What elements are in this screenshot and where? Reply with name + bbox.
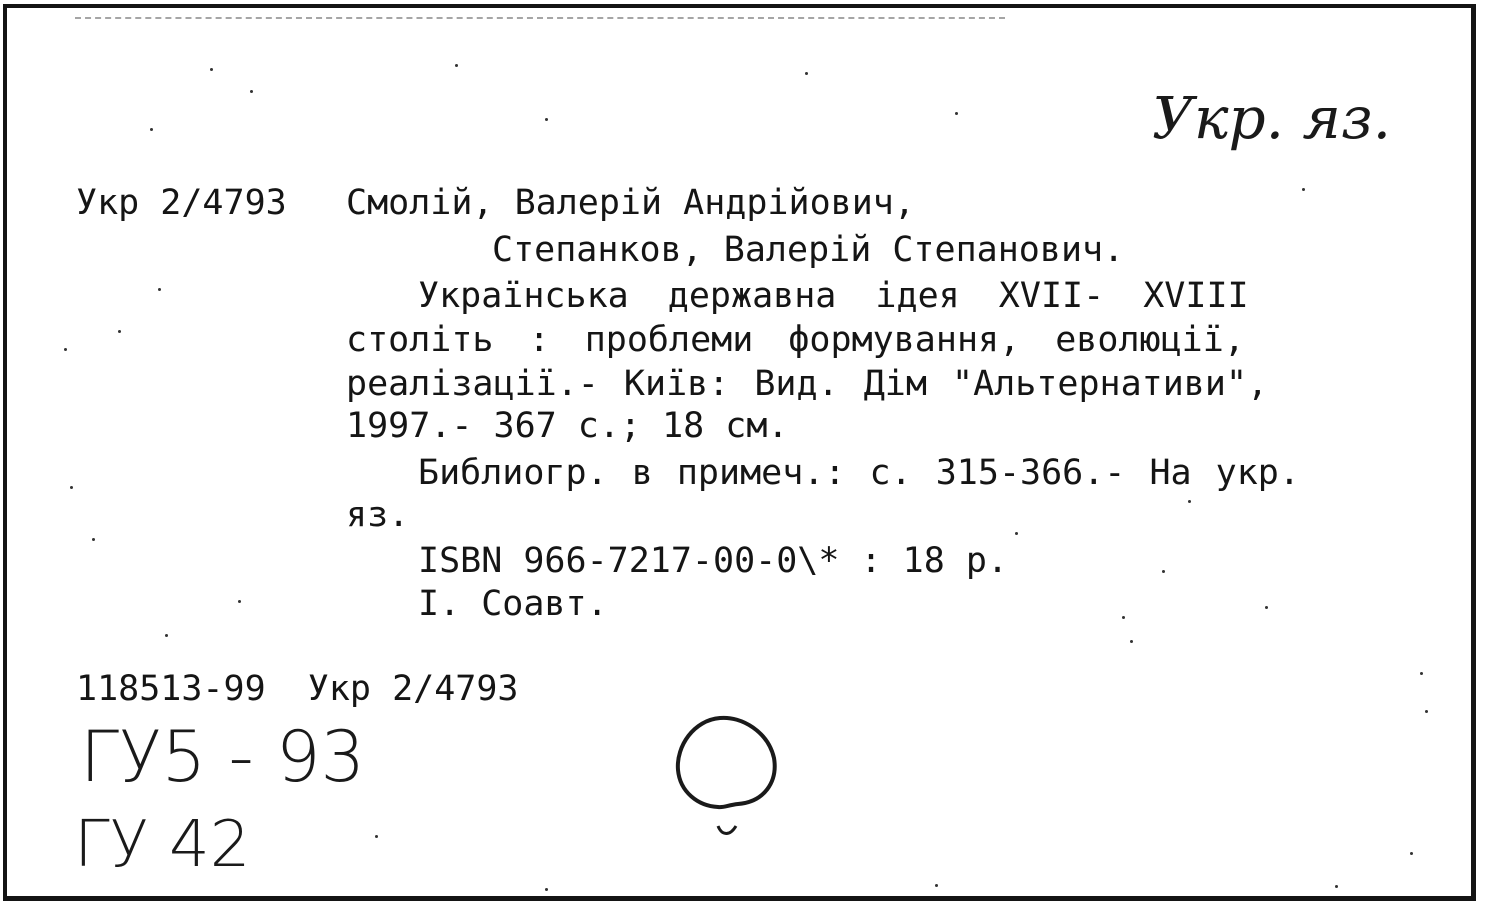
speck [64, 348, 67, 351]
speck [210, 68, 213, 71]
handwritten-code-2: ГУ 42 [74, 808, 251, 882]
speck [1410, 852, 1413, 855]
speck [455, 64, 458, 67]
isbn: ISBN 966-7217-00-0\* : 18 р. [418, 541, 1009, 581]
speck [1420, 672, 1423, 675]
speck [70, 486, 73, 489]
speck [165, 634, 168, 637]
author-primary: Смолій, Валерій Андрійович, [346, 183, 915, 223]
speck [92, 538, 95, 541]
speck [1162, 570, 1165, 573]
title-line-3: реалізації.- Київ: Вид. Дім "Альтернативи", [346, 364, 1269, 404]
handwritten-code-1: ГУ5 - 93 [80, 716, 366, 798]
accession-number: 118513-99 Укр 2/4793 [76, 669, 519, 709]
handdrawn-circle [672, 712, 782, 842]
handwritten-language-note: Укр. яз. [1152, 84, 1392, 152]
speck [545, 888, 548, 891]
speck [805, 72, 808, 75]
speck [935, 884, 938, 887]
note-line-2: яз. [346, 495, 410, 535]
speck [545, 118, 548, 121]
speck [158, 288, 161, 291]
title-line-1: Українська державна ідея XVII- XVIII [418, 276, 1249, 316]
speck [1015, 532, 1018, 535]
speck [1425, 710, 1428, 713]
speck [118, 330, 121, 333]
speck [1335, 885, 1338, 888]
speck [1265, 606, 1268, 609]
speck [1188, 500, 1191, 503]
call-number: Укр 2/4793 [76, 183, 287, 223]
speck [1130, 640, 1133, 643]
author-secondary: Степанков, Валерій Степанович. [492, 230, 1125, 270]
speck [1122, 616, 1125, 619]
speck [375, 835, 378, 838]
title-line-2: століть : проблеми формування, еволюції, [346, 320, 1245, 360]
note-line-1: Библиогр. в примеч.: с. 315-366.- На укр. [418, 453, 1300, 493]
top-dashed-line [75, 17, 1005, 22]
title-line-4: 1997.- 367 с.; 18 см. [346, 406, 789, 446]
speck [150, 128, 153, 131]
speck [238, 600, 241, 603]
speck [250, 90, 253, 93]
tracing: I. Соавт. [418, 584, 608, 624]
speck [1302, 188, 1305, 191]
speck [955, 112, 958, 115]
